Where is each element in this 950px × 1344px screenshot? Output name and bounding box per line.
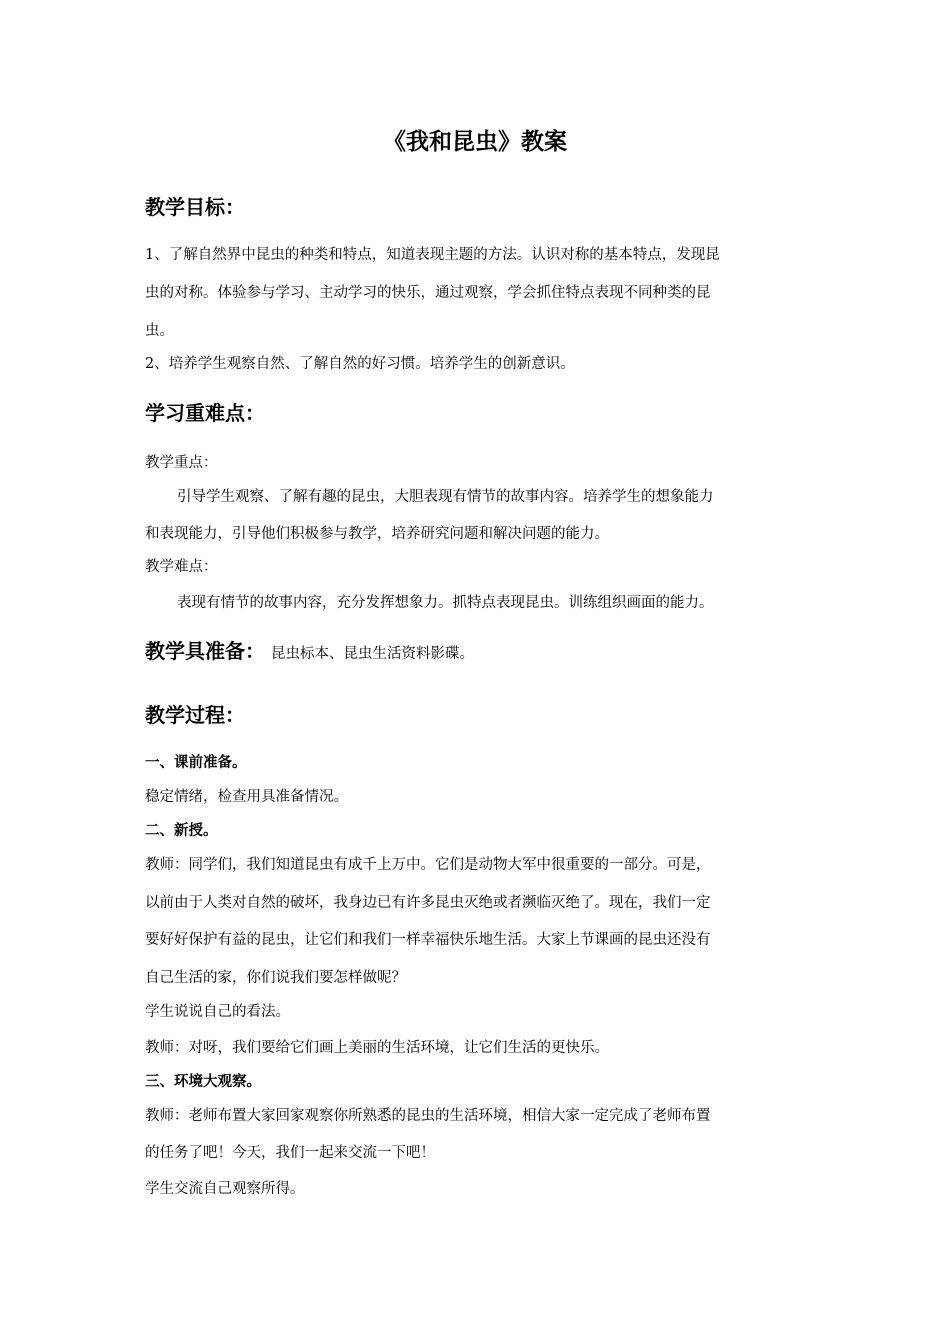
materials-row [145,636,474,669]
goals-item2: 2、培养学生观察自然、了解自然的好习惯。培养学生的创新意识。 [145,356,575,372]
document-title: 《我和昆虫》教案 [383,128,567,155]
focus-line2: 和表现能力，引导他们积极参与教学，培养研究问题和解决问题的能力。 [145,526,609,542]
materials-text: 昆虫标本、昆虫生活资料影碟。 [271,646,474,662]
difficulty-label: 教学难点： [145,559,218,575]
step1-title: 一、课前准备。 [145,754,247,771]
step2-line1: 教师：同学们，我们知道昆虫有成千上万中。它们是动物大军中很重要的一部分。可是， [145,857,711,873]
step3-line2: 的任务了吧！今天，我们一起来交流一下吧！ [145,1145,435,1161]
goals-item1-line3: 虫。 [145,323,174,339]
goals-item1-line2: 虫的对称。体验参与学习、主动学习的快乐，通过观察，学会抓住特点表现不同种类的昆 [145,285,711,301]
step1-text: 稳定情绪，检查用具准备情况。 [145,789,348,805]
step2-line4: 自己生活的家，你们说我们要怎样做呢？ [145,970,406,986]
difficulty-text: 表现有情节的故事内容，充分发挥想象力。抓特点表现昆虫。训练组织画面的能力。 [177,595,714,611]
focus-label: 教学重点： [145,455,218,471]
process-heading: 教学过程： [145,703,245,727]
step2-line3: 要好好保护有益的昆虫，让它们和我们一样幸福快乐地生活。大家上节课画的昆虫还没有 [145,932,711,948]
step2-title: 二、新授。 [145,822,218,839]
step2-student: 学生说说自己的看法。 [145,1004,290,1020]
step3-line1: 教师：老师布置大家回家观察你所熟悉的昆虫的生活环境，相信大家一定完成了老师布置 [145,1108,711,1124]
materials-heading: 教学具准备： [145,639,265,663]
key-points-heading: 学习重难点： [145,401,265,425]
goals-heading: 教学目标： [145,195,245,219]
step2-teacher: 教师：对呀，我们要给它们画上美丽的生活环境，让它们生活的更快乐。 [145,1040,609,1056]
goals-item1-line1: 1、了解自然界中昆虫的种类和特点，知道表现主题的方法。认识对称的基本特点，发现昆 [145,247,720,263]
step2-line2: 以前由于人类对自然的破坏，我身边已有许多昆虫灭绝或者濒临灭绝了。现在，我们一定 [145,895,711,911]
step3-student: 学生交流自己观察所得。 [145,1181,305,1197]
step3-title: 三、环境大观察。 [145,1073,261,1090]
focus-line1: 引导学生观察、了解有趣的昆虫，大胆表现有情节的故事内容。培养学生的想象能力 [177,489,714,505]
